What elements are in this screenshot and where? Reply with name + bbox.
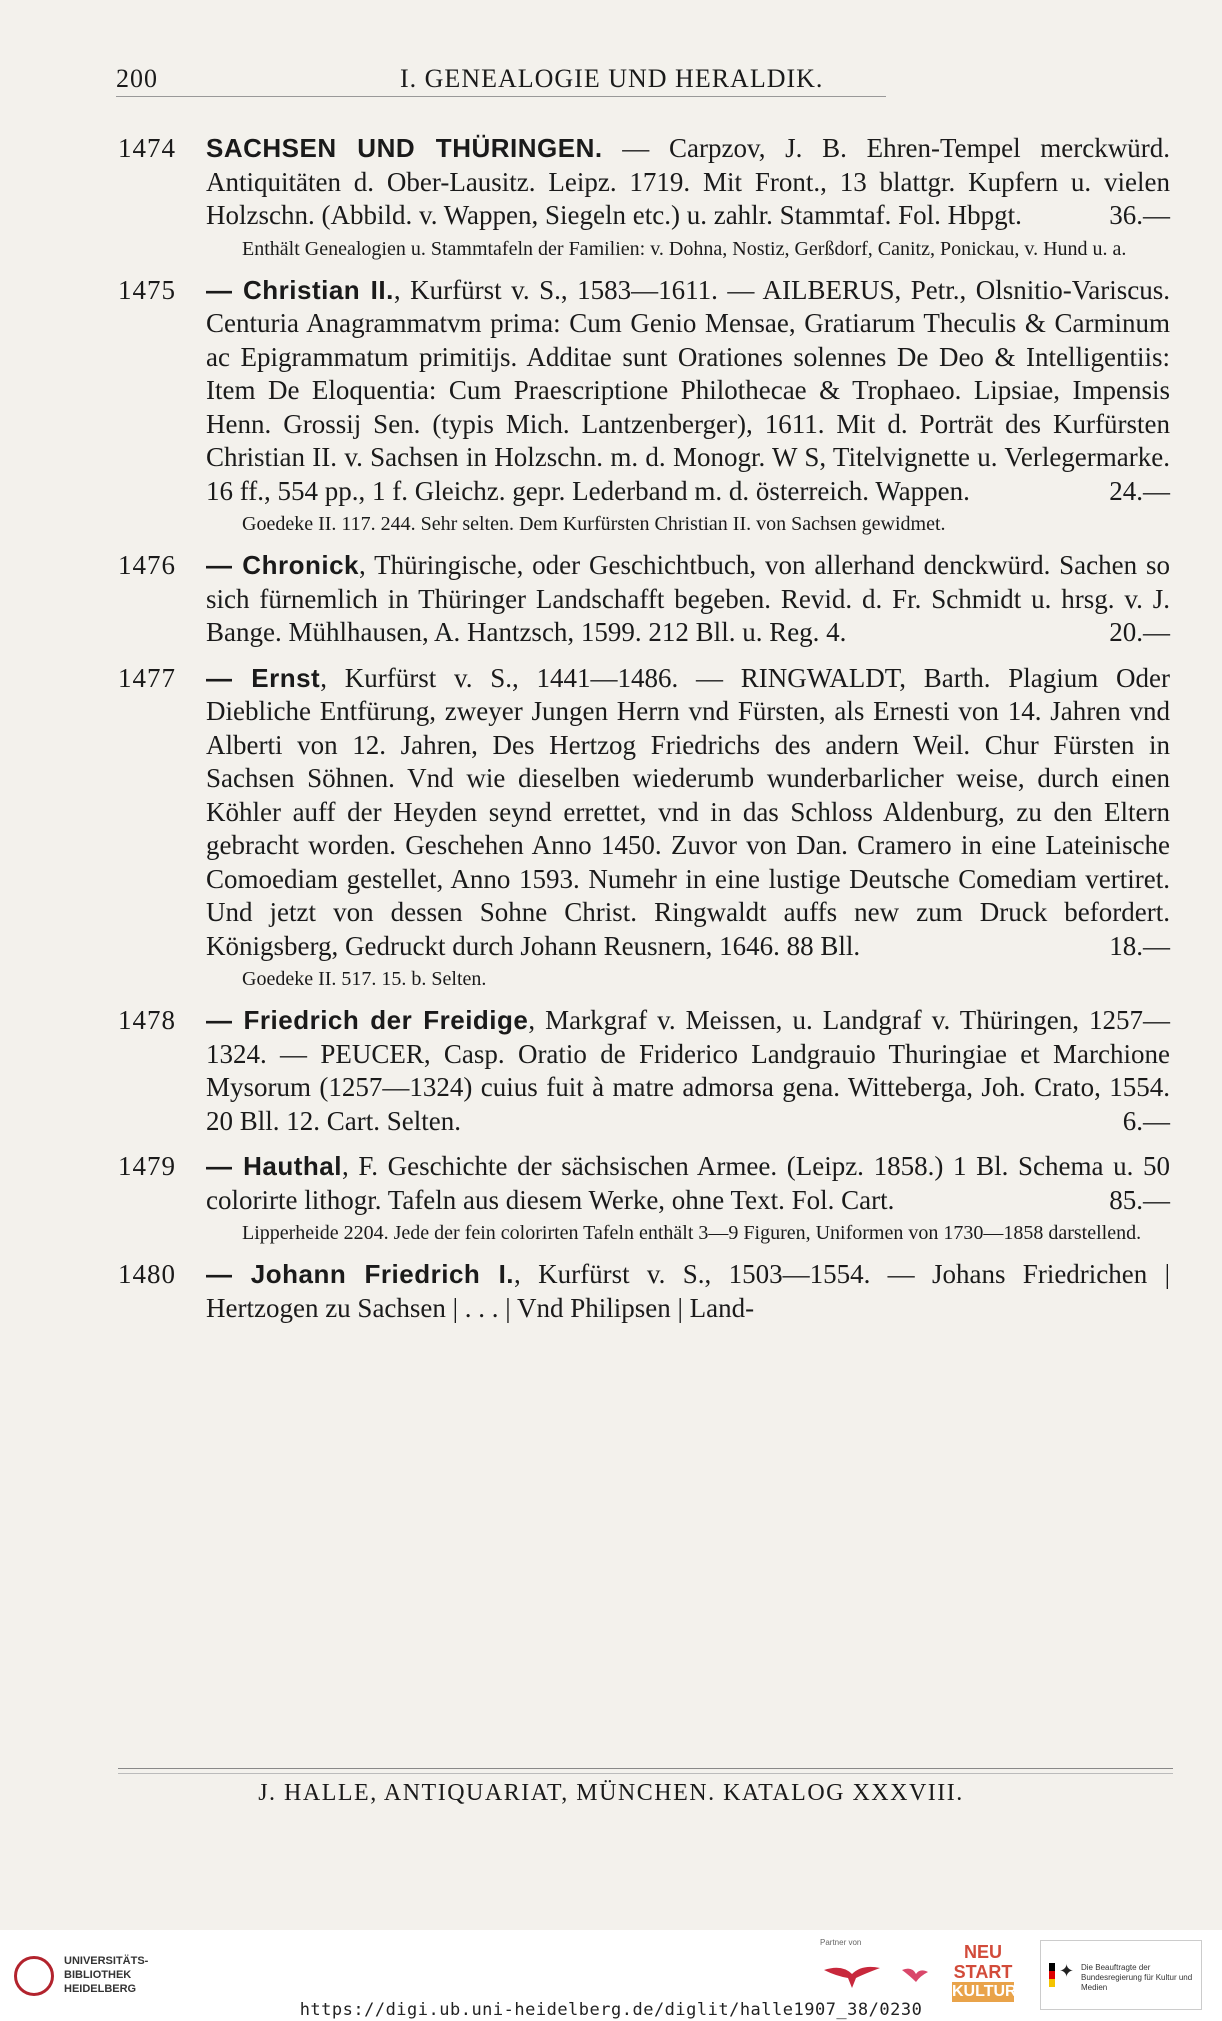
library-logo[interactable] bbox=[14, 1954, 174, 2004]
entry-price: 20.— bbox=[1109, 617, 1170, 647]
entry-text bbox=[206, 1150, 1170, 1217]
entry-heading: — Christian II. bbox=[206, 274, 394, 305]
entry-note-text: Enthält Genealogien u. Stammtafeln der Familien: v. Dohna, Nostiz, Gerßdorf, Canitz, Ponickau, v. Hund u. a. bbox=[242, 237, 1127, 260]
library-name: UNIVERSITÄTS- BIBLIOTHEK HEIDELBERG bbox=[64, 1955, 149, 1995]
entry-number: 1477 bbox=[118, 662, 176, 693]
entry-text bbox=[206, 132, 1170, 233]
footer-rule-thin bbox=[118, 1773, 1173, 1774]
catalog-entries bbox=[118, 132, 1170, 1337]
entry-note-text: Goedeke II. 117. 244. Sehr selten. Dem Kurfürsten Christian II. von Sachsen gewidmet. bbox=[242, 513, 946, 535]
entry-price: 24.— bbox=[1109, 475, 1170, 506]
entry-description: , Markgraf v. Meissen, u. Landgraf v. Thüringen, 1257—1324. — PEUCER, Casp. Oratio de Friderico Landgrauio Thuringiae et Marchione Mysorum (1257—1324) cuius fuit à matre admorsa gena. Witteberga, Joh. Crato, 1554. 20 Bll. 12. Cart. Selten. bbox=[206, 1005, 1171, 1136]
entry-note-text: Goedeke II. 517. 15. b. Selten. bbox=[242, 968, 487, 990]
entry-text bbox=[206, 1004, 1170, 1138]
entry-heading: SACHSEN UND THÜRINGEN. bbox=[206, 133, 603, 163]
page-number: 200 bbox=[116, 64, 158, 93]
entry-text bbox=[206, 549, 1170, 650]
entry-text bbox=[206, 662, 1170, 964]
bird-logo-icon bbox=[900, 1964, 930, 1984]
entry-price: 36.— bbox=[1109, 200, 1170, 230]
entry-description: — Carpzov, J. B. Ehren-Tempel merckwürd. Antiquitäten d. Ober-Lausitz. Leipz. 1719. Mit Front., 13 blattgr. Kupfern u. vielen Holzschn. (Abbild. v. Wappen, Siegeln etc.) u. zahlr. Stammtaf. Fol. Hbpgt. bbox=[206, 133, 1171, 230]
page-url[interactable]: https://digi.ub.uni-heidelberg.de/diglit/halle1907_38/0230 bbox=[299, 2000, 923, 2020]
entry-price: 18.— bbox=[1109, 930, 1170, 961]
library-seal-icon bbox=[14, 1956, 54, 1996]
entry-number: 1476 bbox=[118, 550, 176, 580]
header-rule bbox=[116, 96, 886, 97]
entry-price: 6.— bbox=[1122, 1105, 1170, 1136]
entry-note bbox=[206, 967, 1170, 992]
entry-heading: — Ernst bbox=[206, 662, 321, 693]
entry-note bbox=[206, 237, 1170, 262]
entry-number: 1475 bbox=[118, 274, 176, 305]
entry-description: , F. Geschichte der sächsischen Armee. (Leipz. 1858.) 1 Bl. Schema u. 50 colorirte lithogr. Tafeln aus diesem Werke, ohne Text. Fol. Cart. bbox=[206, 1151, 1170, 1215]
catalog-entry bbox=[118, 274, 1170, 538]
entry-description: , Kurfürst v. S., 1583—1611. — AILBERUS, Petr., Olsnitio-Variscus. Centuria Anagrammatvm prima: Cum Genio Mensae, Gratiarum Theculis & Carminum ac Epigrammatum primitijs. Additae sunt Orationes solennes De Deo & Intelligentiis: Item De Eloquentia: Cum Praescriptione Philothecae & Trophaeo. Lipsiae, Impensis Henn. Grossij Sen. (typis Mich. Lantzenberger), 1611. Mit d. Porträt des Kurfürsten Christian II. v. Sachsen in Holzschn. m. d. Monogr. W S, Titelvignette u. Verlegermarke. 16 ff., 554 pp., 1 f. Gleichz. gepr. Lederband m. d. österreich. Wappen. bbox=[206, 274, 1170, 506]
german-flag-icon bbox=[1049, 1963, 1055, 1987]
entry-heading: — Friedrich der Freidige bbox=[206, 1005, 529, 1035]
entry-number: 1474 bbox=[118, 133, 176, 163]
catalog-entry bbox=[118, 1150, 1170, 1246]
entry-description: , Thüringische, oder Geschichtbuch, von allerhand denckwürd. Sachen so sich fürnemlich in Thüringer Landschafft begeben. Revid. d. Fr. Schmidt u. hrsg. v. J. Bange. Mühlhausen, A. Hantzsch, 1599. 212 Bll. u. Reg. 4. bbox=[206, 550, 1170, 647]
neustart-word-1: NEU bbox=[963, 1942, 1002, 1962]
neustart-kultur-logo[interactable] bbox=[952, 1942, 1017, 2008]
catalog-entry bbox=[118, 132, 1170, 262]
catalog-entry bbox=[118, 662, 1170, 993]
section-title: I. GENEALOGIE UND HERALDIK. bbox=[400, 64, 824, 93]
entry-number: 1478 bbox=[118, 1005, 176, 1035]
entry-heading: — Hauthal bbox=[206, 1151, 342, 1181]
entry-note-text: Lipperheide 2204. Jede der fein colorirten Tafeln enthält 3—9 Figuren, Uniformen von 1730—1858 darstellend. bbox=[242, 1222, 1142, 1244]
entry-note bbox=[206, 1221, 1170, 1246]
entry-price: 85.— bbox=[1109, 1184, 1170, 1215]
catalog-entry bbox=[118, 1004, 1170, 1138]
partner-label: Partner von bbox=[820, 1938, 862, 1947]
catalog-entry bbox=[118, 549, 1170, 650]
entry-note bbox=[206, 512, 1170, 537]
entry-description: , Kurfürst v. S., 1503—1554. — Johans Friedrichen | Hertzogen zu Sachsen | . . . | Vnd Philipsen | Land- bbox=[206, 1259, 1170, 1323]
bkm-text: Die Beauftragte der Bundesregierung für Kultur und Medien bbox=[1081, 1963, 1193, 1992]
catalog-footer: J. HALLE, ANTIQUARIAT, MÜNCHEN. KATALOG XXXVIII. bbox=[258, 1780, 964, 1806]
footer-rule bbox=[118, 1768, 1173, 1769]
entry-heading: — Johann Friedrich I. bbox=[206, 1259, 515, 1289]
entry-text bbox=[206, 1258, 1170, 1325]
entry-description: , Kurfürst v. S., 1441—1486. — RINGWALDT, Barth. Plagium Oder Diebliche Entfürung, zweyer Jungen Herrn vnd Fürsten, als Ernesti von 14. Jahren vnd Alberti von 12. Jahren, Des Hertzog Friedrichs des andern Weil. Chur Fürsten in Sachsen Söhnen. Vnd wie dieselben wiederumb wunderbarlicher weise, durch einen Köhler auff der Heyden seynd errettet, vnd in das Schloss Aldenburg, zu den Eltern gebracht worden. Geschehen Anno 1450. Zuvor von Dan. Cramero in eine Lateinische Comoediam gestellet, Anno 1593. Numehr in eine lustige Deutsche Comediam vertiret. Und jetzt von dessen Sohne Christ. Ringwaldt auffs new zum Druck befordert. Königsberg, Gedruckt durch Johann Reusnern, 1646. 88 Bll. bbox=[206, 662, 1170, 961]
neustart-word-3: KULTUR bbox=[952, 1983, 1017, 2000]
neustart-word-2: START bbox=[953, 1962, 1013, 1982]
entry-heading: — Chronick bbox=[206, 550, 359, 580]
entry-number: 1479 bbox=[118, 1151, 176, 1181]
entry-number: 1480 bbox=[118, 1259, 176, 1289]
eagle-icon: ✦ bbox=[1059, 1961, 1075, 1981]
phoenix-logo-icon bbox=[822, 1960, 882, 1990]
entry-text bbox=[206, 274, 1170, 509]
catalog-entry bbox=[118, 1258, 1170, 1325]
running-header bbox=[0, 64, 1222, 98]
